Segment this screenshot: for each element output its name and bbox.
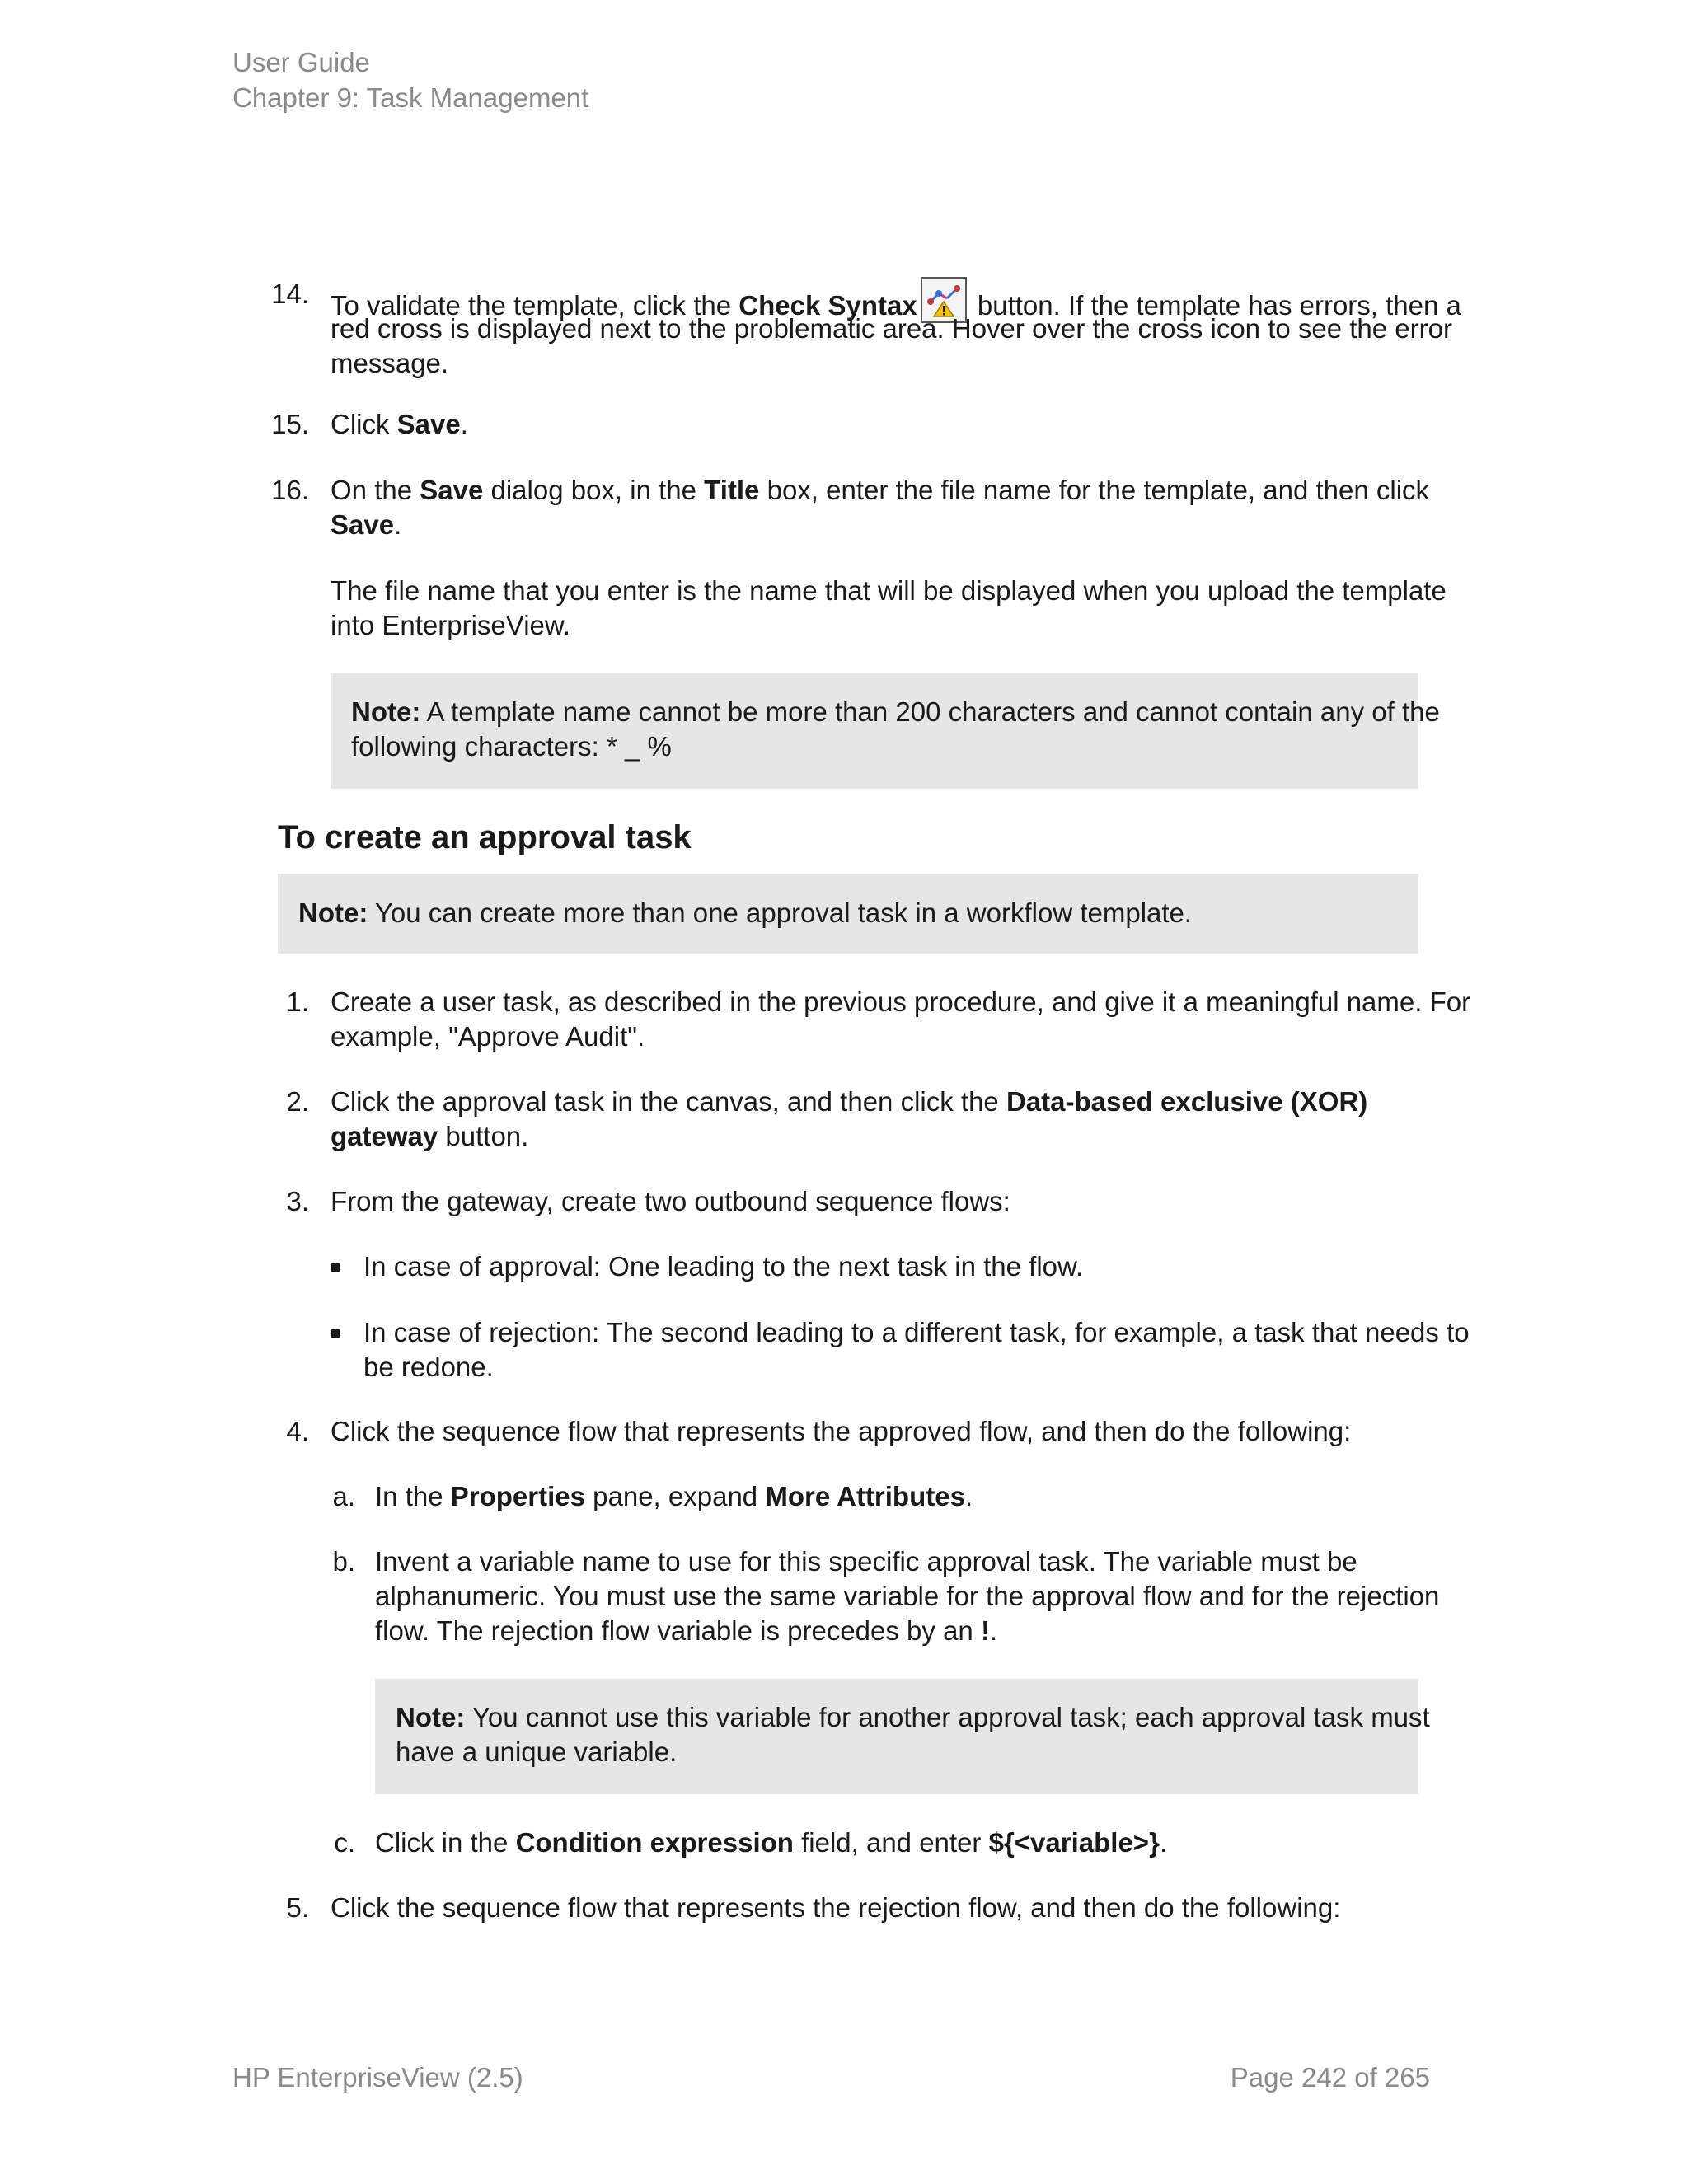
footer-product: HP EnterpriseView (2.5) bbox=[232, 2062, 523, 2093]
step-number: 15. bbox=[271, 409, 309, 439]
step-16-line1: On the Save dialog box, in the Title box, enter the file name for the template, and then click bbox=[331, 475, 1430, 505]
substep-letter: c. bbox=[334, 1827, 355, 1858]
note-line1: Note: A template name cannot be more than 200 characters and cannot contain any of the bbox=[351, 696, 1440, 727]
substep-b-line1: Invent a variable name to use for this specific approval task. The variable must be bbox=[375, 1546, 1357, 1577]
bullet-icon bbox=[331, 1329, 340, 1338]
section-heading: To create an approval task bbox=[278, 819, 692, 855]
bullet-item-rejection-line1: In case of rejection: The second leading to a different task, for example, a task that needs to bbox=[363, 1317, 1470, 1347]
step-16-paragraph-line2: into EnterpriseView. bbox=[331, 610, 571, 640]
step-number: 14. bbox=[271, 279, 309, 309]
footer-page-number: Page 242 of 265 bbox=[1230, 2062, 1430, 2093]
header-title: User Guide bbox=[232, 47, 370, 77]
step-4: Click the sequence flow that represents the approved flow, and then do the following: bbox=[331, 1416, 1352, 1446]
step-number: 3. bbox=[286, 1186, 309, 1216]
bullet-item-rejection-line2: be redone. bbox=[363, 1352, 494, 1382]
step-16-paragraph-line1: The file name that you enter is the name that will be displayed when you upload the template bbox=[331, 575, 1447, 606]
substep-letter: a. bbox=[332, 1481, 355, 1511]
substep-b-line2: alphanumeric. You must use the same variable for the approval flow and for the rejection bbox=[375, 1581, 1440, 1611]
note-line2: have a unique variable. bbox=[396, 1736, 678, 1767]
header-chapter: Chapter 9: Task Management bbox=[232, 82, 589, 113]
substep-letter: b. bbox=[332, 1546, 355, 1577]
step-16-line2: Save. bbox=[331, 509, 402, 540]
step-1-line1: Create a user task, as described in the previous procedure, and give it a meaningful name. For bbox=[331, 987, 1471, 1017]
bullet-item-approval: In case of approval: One leading to the next task in the flow. bbox=[363, 1251, 1084, 1282]
note-box bbox=[375, 1679, 1430, 1794]
bullet-icon bbox=[331, 1263, 340, 1272]
step-15: Click Save. bbox=[331, 409, 468, 439]
step-number: 2. bbox=[286, 1086, 309, 1117]
note-box bbox=[278, 874, 1418, 954]
step-14-line1: To validate the template, click the Check Syntax button. If the template has errors, then a bbox=[331, 277, 1461, 323]
step-14-line2: red cross is displayed next to the problematic area. Hover over the cross icon to see the error bbox=[331, 313, 1452, 344]
step-2-line2: gateway button. bbox=[331, 1121, 529, 1151]
step-number: 4. bbox=[286, 1416, 309, 1446]
step-number: 16. bbox=[271, 475, 309, 505]
step-3: From the gateway, create two outbound sequence flows: bbox=[331, 1186, 1010, 1216]
substep-c: Click in the Condition expression field, and enter ${<variable>}. bbox=[375, 1827, 1168, 1858]
step-number: 1. bbox=[286, 987, 309, 1017]
note-line1: Note: You cannot use this variable for another approval task; each approval task must bbox=[396, 1702, 1430, 1732]
note-box bbox=[331, 673, 1440, 789]
substep-a: In the Properties pane, expand More Attributes. bbox=[375, 1481, 973, 1511]
step-number: 5. bbox=[286, 1892, 309, 1923]
step-5: Click the sequence flow that represents the rejection flow, and then do the following: bbox=[331, 1892, 1341, 1923]
step-14-line3: message. bbox=[331, 348, 449, 378]
step-2-line1: Click the approval task in the canvas, and then click the Data-based exclusive (XOR) bbox=[331, 1086, 1368, 1117]
note-line2: following characters: * _ % bbox=[351, 731, 672, 762]
step-1-line2: example, "Approve Audit". bbox=[331, 1021, 645, 1052]
substep-b-line3: flow. The rejection flow variable is precedes by an !. bbox=[375, 1615, 998, 1646]
running-header bbox=[232, 45, 588, 115]
note-text: Note: You can create more than one approval task in a workflow template. bbox=[298, 898, 1193, 928]
